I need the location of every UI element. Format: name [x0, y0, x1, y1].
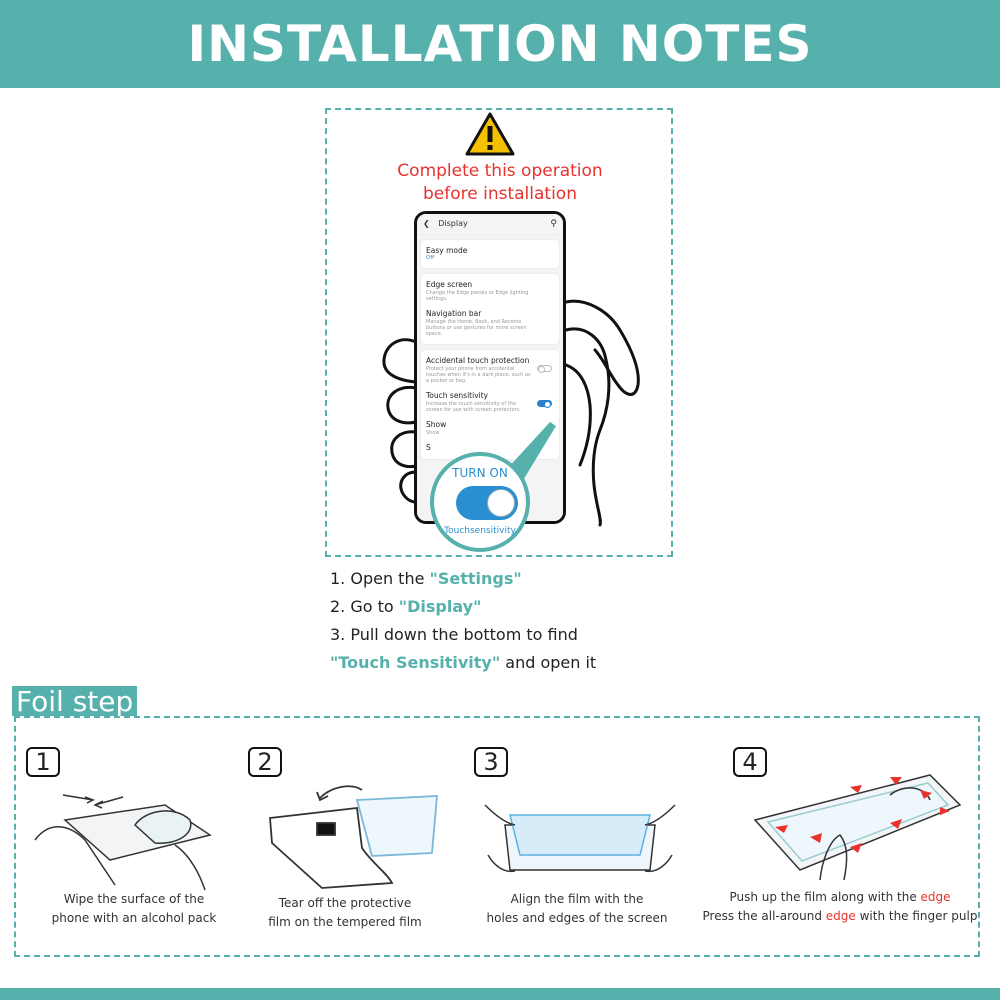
warning-text: [0, 160, 1000, 206]
step-number-3: 3: [474, 747, 508, 777]
touch-sensitivity-label: Touchsensitivity: [444, 526, 516, 536]
instruction-4: "Touch Sensitivity" and open it: [330, 653, 597, 672]
setting-title: Navigation bar: [426, 309, 482, 318]
step-number-4: 4: [733, 747, 767, 777]
step-4-caption: Push up the film along with the edge Press the all-around edge with the finger pulp: [702, 890, 978, 923]
setting-desc: Increase the touch sensitivity of the screen for use with screen protectors.: [426, 401, 521, 413]
header-banner: [0, 0, 1000, 88]
setup-instructions: [330, 565, 596, 677]
page-title: INSTALLATION NOTES: [187, 15, 813, 73]
instruction-1: 1. Open the "Settings": [330, 569, 522, 588]
step-1-caption: Wipe the surface of the phone with an alcohol pack: [51, 892, 217, 925]
instruction-2: 2. Go to "Display": [330, 597, 482, 616]
press-edge-illustration: [740, 765, 970, 885]
setting-value: Off: [426, 255, 435, 261]
setting-title: Edge screen: [426, 280, 473, 289]
setting-accidental-touch[interactable]: [426, 353, 554, 388]
settings-card: [420, 273, 560, 345]
foil-step-heading: Foil step: [12, 686, 137, 716]
touch-sensitivity-switch-large[interactable]: [456, 486, 518, 520]
switch-knob: [487, 489, 515, 517]
warning-line-2: before installation: [423, 184, 577, 204]
footer-bar: [0, 988, 1000, 1000]
back-arrow-icon[interactable]: ❮: [423, 219, 430, 228]
wipe-phone-illustration: [25, 785, 225, 895]
setting-edge-screen[interactable]: [426, 277, 554, 306]
step-3-caption: Align the film with the holes and edges of the screen: [486, 892, 668, 925]
setting-desc: Show: [426, 430, 440, 436]
search-icon[interactable]: ⚲: [550, 219, 557, 229]
instruction-3: 3. Pull down the bottom to find: [330, 625, 578, 644]
setting-title: S: [426, 443, 431, 452]
setting-desc: Manage the Home, Back, and Recents buttons or use gestures for more screen space.: [426, 319, 527, 337]
setting-easy-mode[interactable]: [426, 243, 554, 265]
setting-navigation-bar[interactable]: [426, 306, 554, 341]
setting-touch-sensitivity[interactable]: [426, 388, 554, 417]
touch-sensitivity-zoom: [430, 452, 530, 552]
phone-topbar-title: Display: [438, 219, 468, 228]
setting-title: Easy mode: [426, 246, 468, 255]
step-number-1: 1: [26, 747, 60, 777]
warning-line-1: Complete this operation: [397, 161, 603, 181]
accidental-touch-toggle[interactable]: [537, 365, 552, 372]
peel-film-illustration: [262, 778, 442, 893]
warning-triangle-icon: [465, 112, 515, 156]
settings-card: [420, 239, 560, 269]
setting-desc: Protect your phone from accidental touches when it's in a dark place, such as a pocket or bag.: [426, 366, 531, 384]
setting-title: Show: [426, 420, 447, 429]
turn-on-label: TURN ON: [452, 466, 508, 480]
step-number-2: 2: [248, 747, 282, 777]
phone-topbar: [417, 214, 563, 235]
step-2-caption: Tear off the protective film on the tempered film: [268, 896, 422, 929]
touch-sensitivity-toggle[interactable]: [537, 400, 552, 407]
align-film-illustration: [480, 795, 680, 885]
setting-title: Accidental touch protection: [426, 356, 530, 365]
setting-title: Touch sensitivity: [426, 391, 489, 400]
setting-desc: Change the Edge panels or Edge lighting settings.: [426, 290, 529, 302]
